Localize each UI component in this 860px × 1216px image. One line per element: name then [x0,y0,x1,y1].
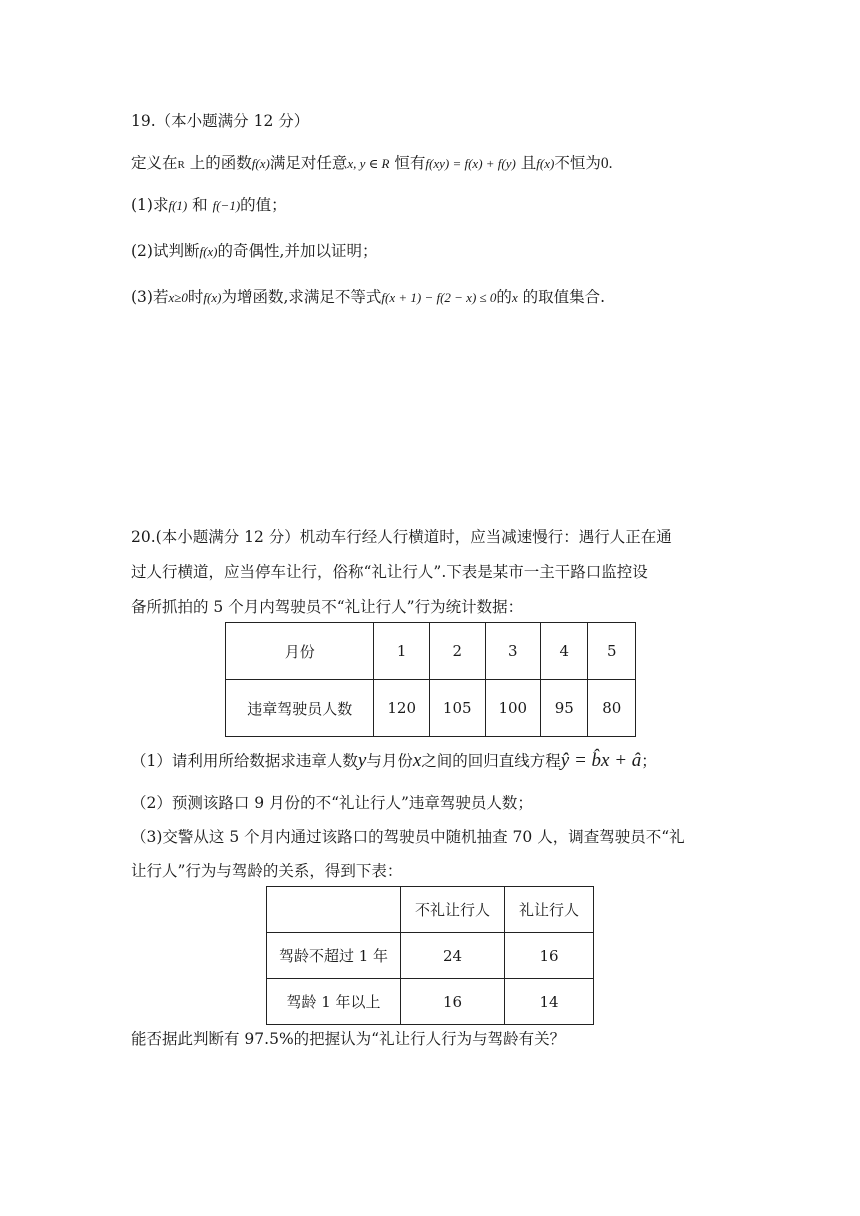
table-cell: 16 [401,979,505,1025]
table-cell: 14 [505,979,594,1025]
q19-stem-text-5: 且 [515,154,537,172]
q19-part3-x: x [511,290,518,305]
q19-part1 [131,194,287,217]
table-cell-month: 1 [374,623,430,680]
q19-stem-text-2: 上的函数 [184,154,252,172]
q19-part2-text-b: 的奇偶性,并加以证明； [217,242,378,260]
q20-part1-text-a: （1）请利用所给数据求违章人数 [131,752,358,770]
table-cell-count: 95 [541,680,588,737]
q19-part1-text-b: 和 [187,196,213,214]
table-row [267,887,594,933]
q19-part1-text-a: (1)求 [131,196,169,214]
q19-part2 [131,240,377,263]
q20-part1-text-b: 与月份 [366,752,413,770]
table-cell-month: 4 [541,623,588,680]
q19-part3-text-c: 为增函数,求满足不等式 [221,288,382,306]
table-header-empty [267,887,401,933]
q19-stem-zero: 0. [600,155,613,172]
q20-part3-line-2: 让行人”行为与驾龄的关系，得到下表： [131,862,403,880]
table-cell-count: 100 [485,680,541,737]
q20-part1-text-d: ； [641,752,657,770]
table-cell-month: 3 [485,623,541,680]
q19-part3-fx: f(x) [203,290,222,305]
q19-stem-text-6: 不恒为 [554,154,601,172]
q19-stem-vars: x, y ∈ R [347,156,390,171]
q19-part3-text-e: 的取值集合. [517,288,606,306]
table-cell-month: 5 [588,623,636,680]
q20-intro-line-1: 20.(本小题满分 12 分）机动车行经人行横道时，应当减速慢行：遇行人正在通 [131,528,672,546]
table-header-count: 违章驾驶员人数 [226,680,374,737]
table-cell-month: 2 [429,623,485,680]
table-row-label: 驾龄 1 年以上 [267,979,401,1025]
q20-final-question: 能否据此判断有 97.5%的把握认为“礼让行人行为与驾龄有关？ [131,1030,566,1048]
table-row [226,623,636,680]
q20-part1-x: x [412,750,422,771]
table-cell-count: 105 [429,680,485,737]
q19-part3-condition: x≥0 [168,290,188,305]
q19-part1-text-c: 的值； [240,196,287,214]
q20-part1 [131,750,657,772]
driving-age-table [266,886,594,1025]
q19-stem-equation: f(xy) = f(x) + f(y) [425,156,516,171]
q19-part3-text-d: 的 [496,288,512,306]
table-cell: 16 [505,933,594,979]
q20-intro-line-3: 备所抓拍的 5 个月内驾驶员不“礼让行人”行为统计数据： [131,598,524,616]
q19-stem-text-4: 恒有 [389,154,426,172]
table-cell-count: 120 [374,680,430,737]
table-row [267,979,594,1025]
q19-part3-inequality: f(x + 1) − f(2 − x) ≤ 0 [381,290,497,305]
table-header-yield: 礼让行人 [505,887,594,933]
q19-heading: 19.（本小题满分 12 分） [131,112,310,130]
table-row [226,680,636,737]
q19-part1-fm1: f(−1) [212,198,241,213]
violation-table [225,622,636,737]
q20-part2: （2）预测该路口 9 月份的不“礼让行人”违章驾驶员人数； [131,794,533,812]
q19-part2-text-a: (2)试判断 [131,242,200,260]
q19-part3-text-b: 时 [187,288,204,306]
q20-part3-line-1: （3)交警从这 5 个月内通过该路口的驾驶员中随机抽查 70 人，调查驾驶员不“礼 [131,828,685,846]
q19-stem-text-1: 定义在 [131,154,178,172]
q19-part1-f1: f(1) [168,198,188,213]
q19-stem-text-3: 满足对任意 [269,154,348,172]
q19-stem-fx: f(x) [251,156,270,171]
q19-part3-text-a: (3)若 [131,288,169,306]
q20-part1-text-c: 之间的回归直线方程 [421,752,561,770]
q20-part1-y: y [357,750,367,771]
q20-intro-line-2: 过人行横道，应当停车让行，俗称“礼让行人”.下表是某市一主干路口监控设 [131,563,648,581]
q19-stem [131,152,612,176]
table-cell: 24 [401,933,505,979]
table-header-month: 月份 [226,623,374,680]
q19-stem-fx-2: f(x) [536,156,555,171]
q19-stem-R: R [177,159,185,171]
q19-part2-fx: f(x) [199,244,218,259]
q19-part3 [131,286,605,309]
table-header-not-yield: 不礼让行人 [401,887,505,933]
table-row [267,933,594,979]
table-cell-count: 80 [588,680,636,737]
table-row-label: 驾龄不超过 1 年 [267,933,401,979]
q20-part1-regression-equation: ŷ = b̂x + â [560,750,642,771]
